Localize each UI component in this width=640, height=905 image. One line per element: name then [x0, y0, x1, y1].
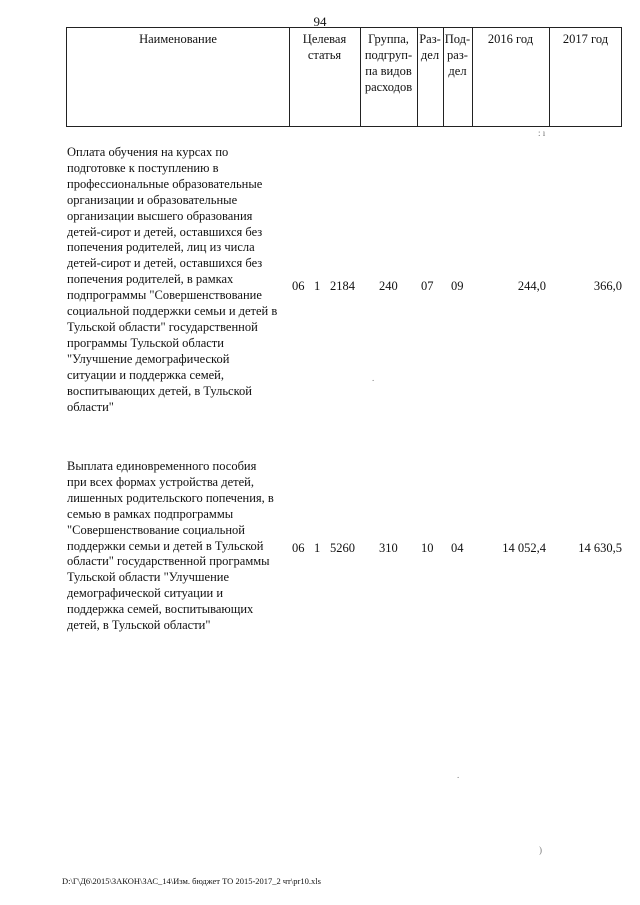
subsection-code: 04: [451, 541, 464, 555]
scan-mark: .: [457, 770, 460, 780]
target-code-direction: 5260: [330, 541, 355, 555]
value-2016: 244,0: [517, 279, 546, 293]
target-code-program: 06: [292, 279, 305, 293]
page-number: 94: [313, 14, 327, 29]
file-path-footer: D:\Г\Д6\2015\ЗАКОН\ЗАС_14\Изм. бюджет ТО 2015-2017_2 чт\pr10.xls: [62, 876, 321, 886]
header-section: Раз- дел: [419, 32, 441, 62]
value-2017: 14 630,5: [578, 541, 622, 555]
header-year-2016: 2016 год: [487, 32, 534, 46]
expense-group: 240: [379, 279, 398, 293]
target-code-program: 06: [292, 541, 305, 555]
header-name: Наименование: [139, 32, 217, 46]
scan-mark: .: [372, 373, 375, 383]
header-expense-group: Группа, подгруп- па видов расходов: [364, 32, 413, 94]
target-code-direction: 2184: [330, 279, 355, 293]
scan-mark: ): [539, 845, 542, 855]
target-code-subprogram: 1: [314, 279, 321, 293]
section-code: 07: [421, 279, 434, 293]
header-year-2017: 2017 год: [562, 32, 609, 46]
target-code-subprogram: 1: [314, 541, 321, 555]
scan-mark: : ı: [538, 128, 546, 138]
section-code: 10: [421, 541, 434, 555]
value-2017: 366,0: [593, 279, 622, 293]
row-name: Выплата единовременного пособия при всех формах устройства детей, лишенных родительского попечения, в семью в рамках подпрограммы "Совершенствование социальной поддержки семьи и детей в Тульской области" государственной программы Тульской области "Улучшение демографической ситуации и поддержка семей, воспитывающих детей, в Тульской области": [67, 459, 274, 633]
expense-group: 310: [379, 541, 398, 555]
value-2016: 14 052,4: [502, 541, 546, 555]
header-target-article: Целевая статья: [302, 32, 347, 62]
header-subsection: Под- раз- дел: [444, 32, 471, 78]
subsection-code: 09: [451, 279, 464, 293]
row-name: Оплата обучения на курсах по подготовке к поступлению в профессиональные образовательные организации и образовательные организации высшего образования детей-сирот и детей, оставшихся без попечения родителей, лиц из числа детей-сирот и детей, оставшихся без попечения родителей, в рамках подпрограммы "Совершенствование социальной поддержки семьи и детей в Тульской области" государственной программы Тульской области "Улучшение демографической ситуации и поддержка семей, воспитывающих детей, в Тульской области": [67, 145, 278, 414]
